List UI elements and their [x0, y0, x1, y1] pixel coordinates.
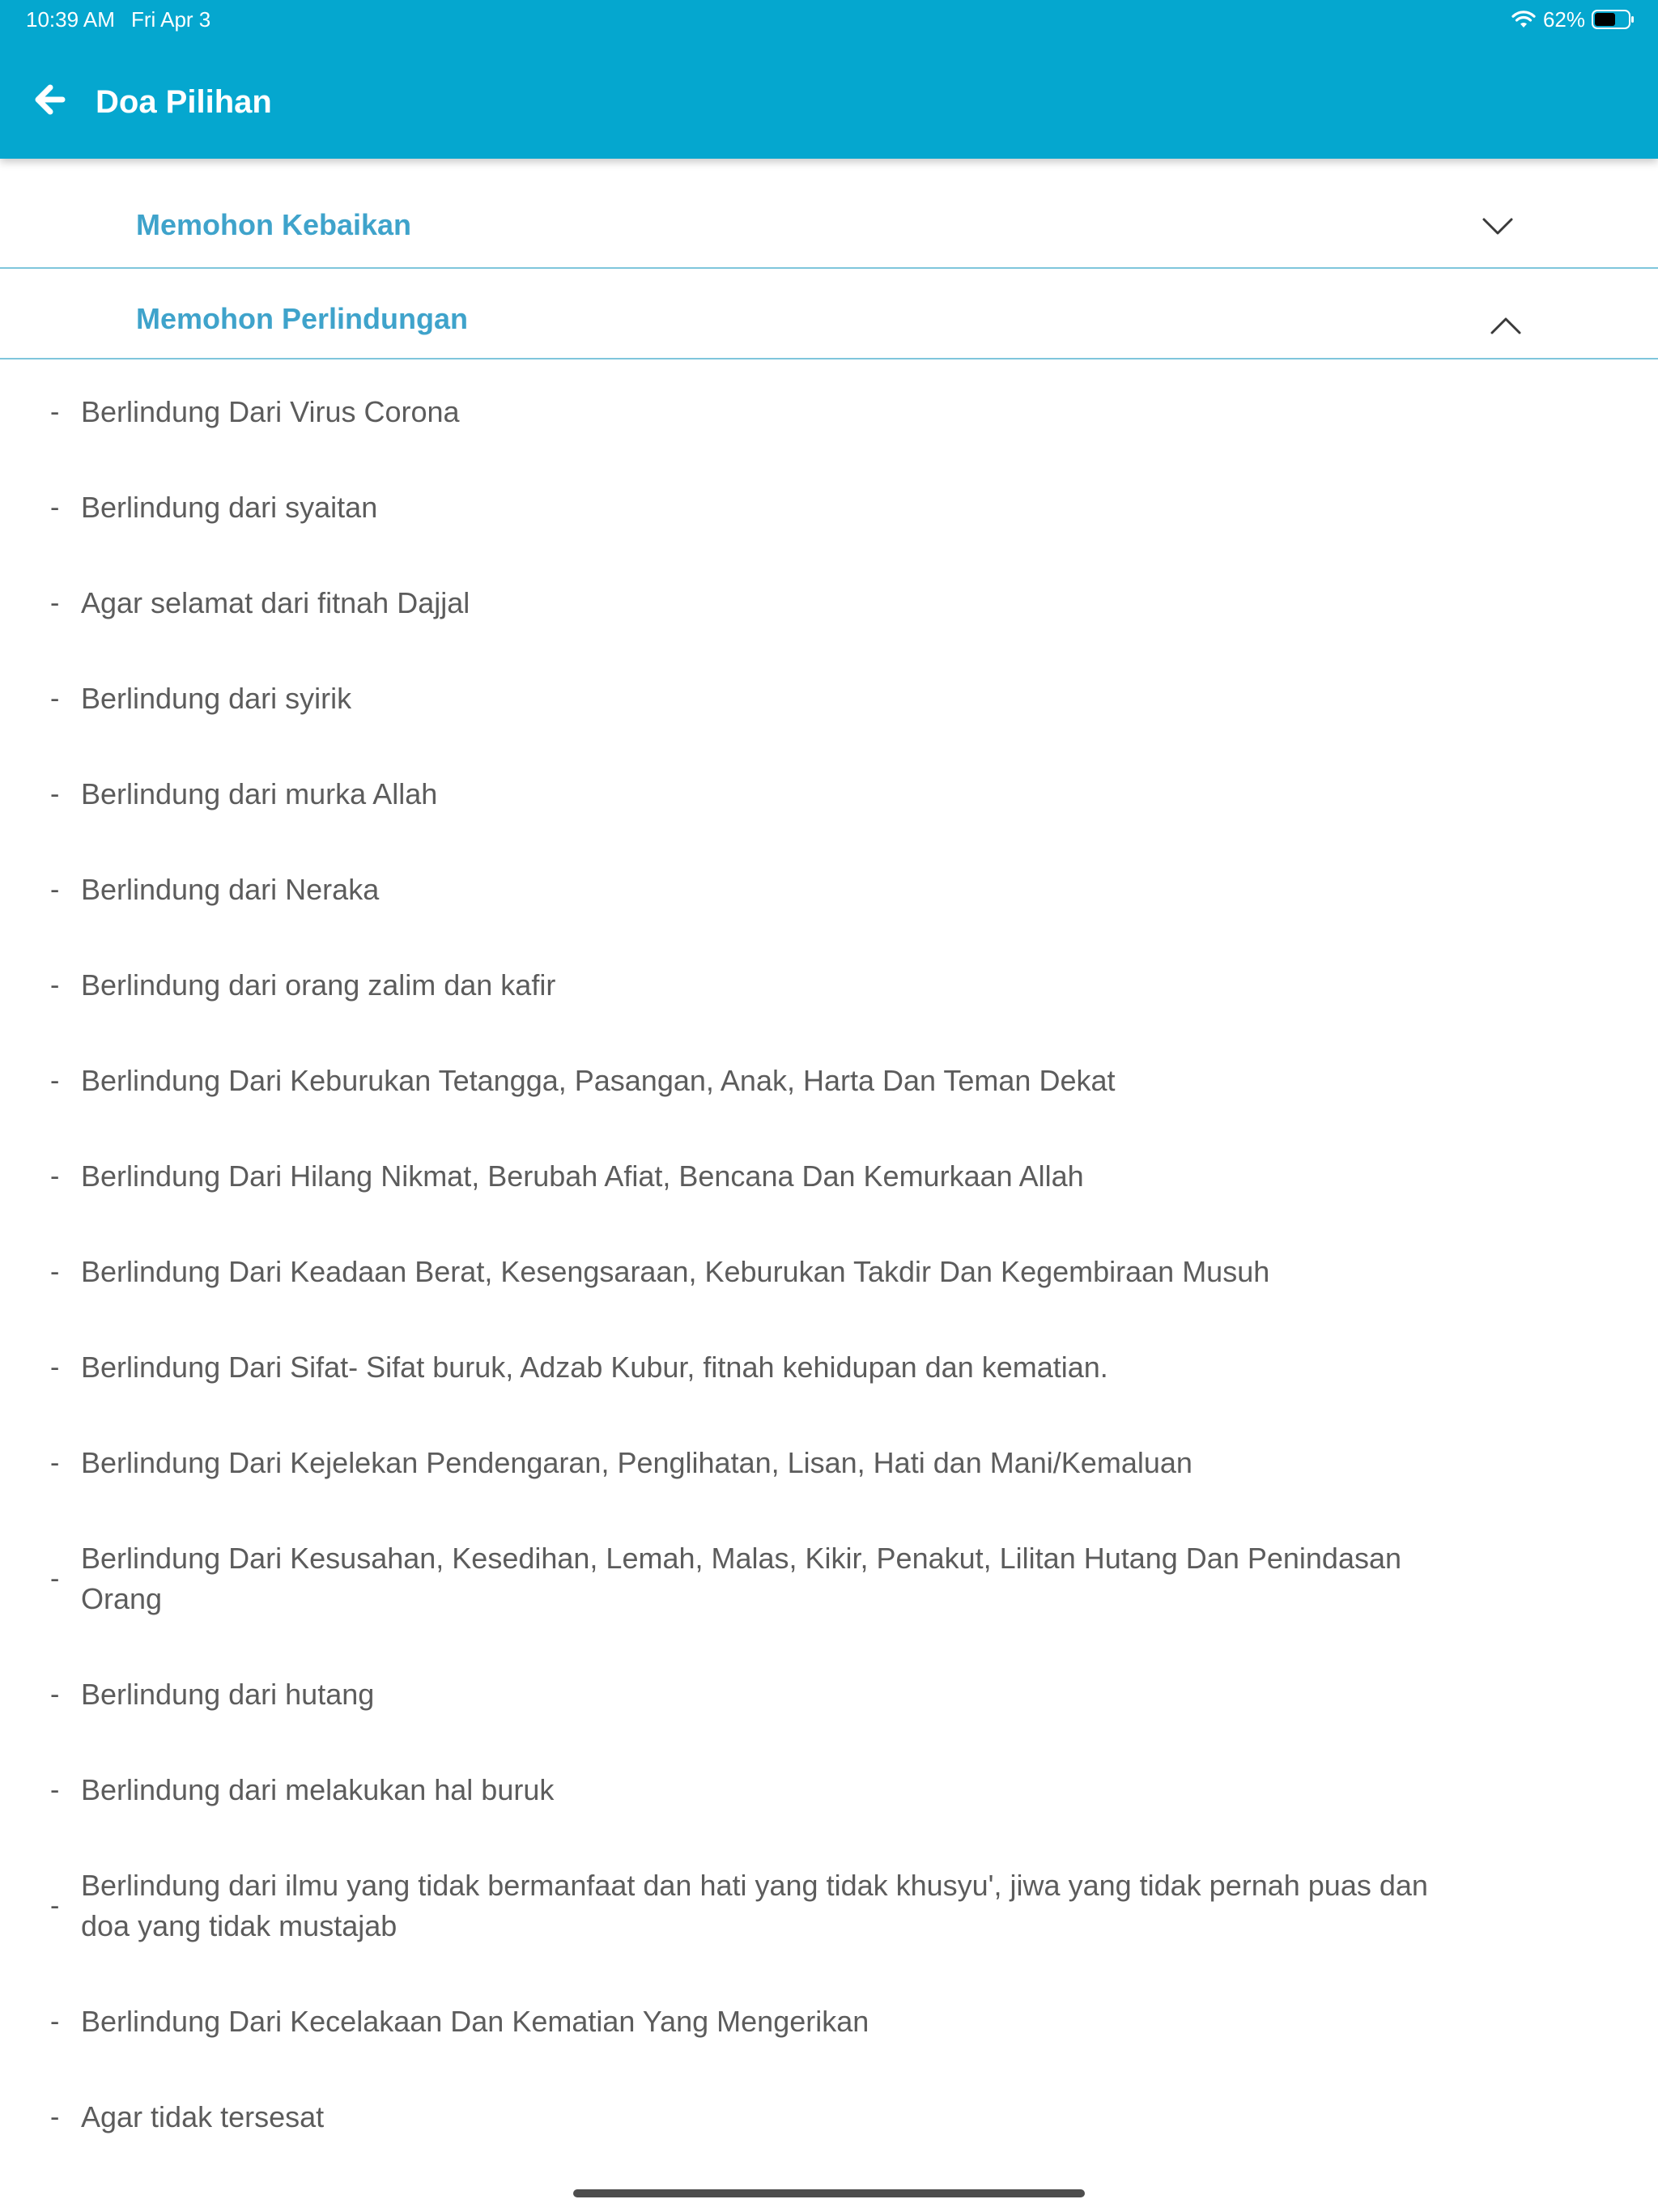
list-bullet: - [50, 1679, 60, 1710]
list-bullet: - [50, 683, 60, 714]
list-item-label: Berlindung Dari Kecelakaan Dan Kematian Yang Mengerikan [81, 2005, 869, 2038]
list-bullet: - [50, 1352, 60, 1383]
list-item-label: Berlindung dari hutang [81, 1678, 375, 1711]
list-bullet: - [50, 1257, 60, 1287]
wifi-icon [1511, 10, 1537, 29]
page-title: Doa Pilihan [96, 84, 272, 120]
list-bullet: - [50, 2102, 60, 2133]
status-time: 10:39 AM [26, 7, 115, 32]
status-indicators [1511, 6, 1635, 32]
list-bullet: - [50, 1563, 60, 1594]
list-bullet: - [50, 397, 60, 428]
list-item-label: Berlindung Dari Kejelekan Pendengaran, Penglihatan, Lisan, Hati dan Mani/Kemaluan [81, 1446, 1192, 1479]
list-item-label: Berlindung Dari Kesusahan, Kesedihan, Lemah, Malas, Kikir, Penakut, Lilitan Hutang Dan Penindasan Orang [81, 1542, 1402, 1615]
back-button[interactable] [29, 79, 70, 120]
chevron-up-icon[interactable] [1490, 316, 1522, 335]
list-bullet: - [50, 588, 60, 619]
list-item-label: Berlindung dari melakukan hal buruk [81, 1773, 555, 1806]
section-title: Memohon Kebaikan [136, 208, 412, 241]
section-memohon-kebaikan[interactable] [0, 159, 1658, 269]
list-bullet: - [50, 1448, 60, 1478]
chevron-down-icon[interactable] [1482, 217, 1514, 236]
app-header [0, 0, 1658, 159]
list-item-label: Berlindung Dari Hilang Nikmat, Berubah Afiat, Bencana Dan Kemurkaan Allah [81, 1159, 1084, 1193]
list-item-label: Berlindung dari syaitan [81, 491, 378, 524]
list-bullet: - [50, 1775, 60, 1806]
list-bullet: - [50, 1891, 60, 1921]
list-item-label: Berlindung dari Neraka [81, 873, 380, 906]
list-bullet: - [50, 1161, 60, 1192]
battery-percentage: 62% [1542, 6, 1585, 32]
list-item-label: Berlindung dari murka Allah [81, 777, 438, 810]
list-item-label: Berlindung Dari Keadaan Berat, Kesengsaraan, Keburukan Takdir Dan Kegembiraan Musuh [81, 1255, 1270, 1288]
list-bullet: - [50, 492, 60, 523]
list-bullet: - [50, 779, 60, 810]
list-item-label: Agar selamat dari fitnah Dajjal [81, 586, 470, 619]
list-item-label: Berlindung dari orang zalim dan kafir [81, 968, 556, 1002]
list-item-label: Berlindung Dari Sifat- Sifat buruk, Adzab Kubur, fitnah kehidupan dan kematian. [81, 1351, 1108, 1384]
list-bullet: - [50, 2006, 60, 2037]
home-indicator[interactable] [573, 2189, 1085, 2197]
section-title: Memohon Perlindungan [136, 302, 468, 335]
list-bullet: - [50, 970, 60, 1001]
list-item-label: Berlindung dari ilmu yang tidak bermanfaat dan hati yang tidak khusyu', jiwa yang tidak pernah puas dan doa yang tidak mustajab [81, 1869, 1428, 1942]
section-memohon-perlindungan[interactable] [0, 269, 1658, 359]
list-item-label: Agar tidak tersesat [81, 2100, 325, 2133]
list-item-label: Berlindung Dari Keburukan Tetangga, Pasangan, Anak, Harta Dan Teman Dekat [81, 1064, 1116, 1097]
arrow-left-icon [33, 83, 66, 116]
list-item-label: Berlindung dari syirik [81, 682, 352, 715]
list-bullet: - [50, 874, 60, 905]
battery-icon [1592, 9, 1635, 30]
list-item-label: Berlindung Dari Virus Corona [81, 395, 460, 428]
list-bullet: - [50, 1066, 60, 1096]
status-date: Fri Apr 3 [131, 7, 211, 32]
